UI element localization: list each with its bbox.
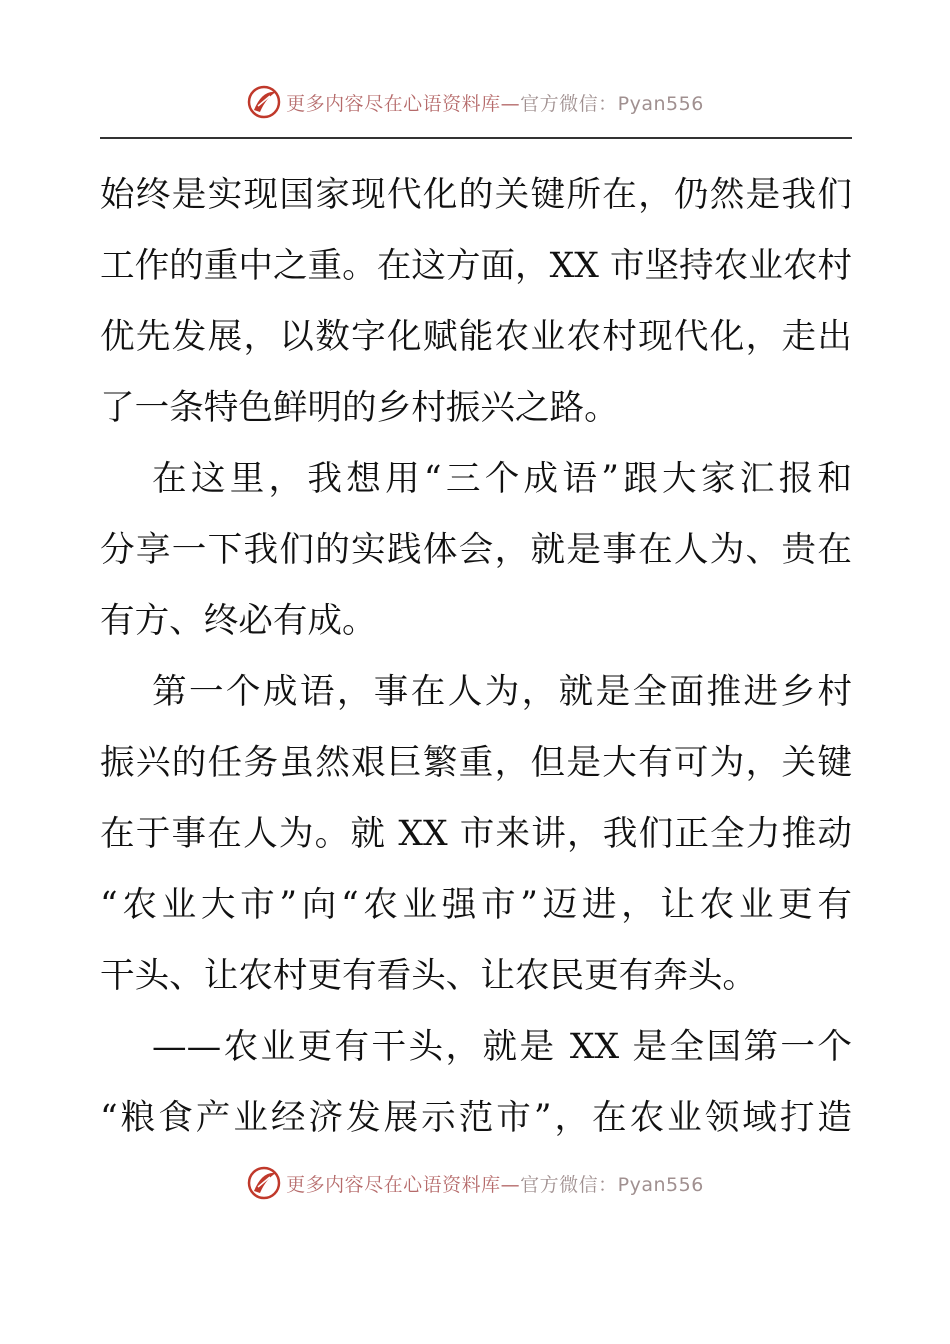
text-line: 工作的重中之重。在这方面，XX 市坚持农业农村	[100, 246, 852, 286]
text-line: 优先发展，以数字化赋能农业农村现代化，走出	[100, 317, 852, 357]
text-line: 了一条特色鲜明的乡村振兴之路。	[100, 388, 619, 428]
text-line: 始终是实现国家现代化的关键所在，仍然是我们	[100, 175, 852, 215]
text-line: “粮食产业经济发展示范市”，在农业领域打造	[100, 1098, 852, 1138]
banner-wechat: 官方微信：Pyan556	[520, 1173, 704, 1196]
document-body	[100, 160, 852, 1154]
text-line: 分享一下我们的实践体会，就是事在人为、贵在	[100, 530, 852, 570]
banner-text	[286, 1170, 704, 1197]
header-banner	[0, 82, 950, 122]
text-line: ——农业更有干头，就是 XX 是全国第一个	[152, 1027, 852, 1067]
banner-wechat: 官方微信：Pyan556	[520, 92, 704, 115]
logo-icon	[246, 1165, 282, 1201]
footer-banner	[0, 1163, 950, 1203]
text-line: 在这里，我想用“三个成语”跟大家汇报和	[152, 459, 852, 499]
text-line: 在于事在人为。就 XX 市来讲，我们正全力推动	[100, 814, 852, 854]
banner-main: 更多内容尽在心语资料库—	[286, 92, 521, 115]
banner-text	[286, 89, 704, 116]
banner-main: 更多内容尽在心语资料库—	[286, 1173, 521, 1196]
header-divider	[100, 137, 852, 139]
text-line: 第一个成语，事在人为，就是全面推进乡村	[152, 672, 852, 712]
text-line: 振兴的任务虽然艰巨繁重，但是大有可为，关键	[100, 743, 852, 783]
text-line: 有方、终必有成。	[100, 601, 377, 641]
logo-icon	[246, 84, 282, 120]
text-line: 干头、让农村更有看头、让农民更有奔头。	[100, 956, 757, 996]
text-line: “农业大市”向“农业强市”迈进，让农业更有	[100, 885, 852, 925]
